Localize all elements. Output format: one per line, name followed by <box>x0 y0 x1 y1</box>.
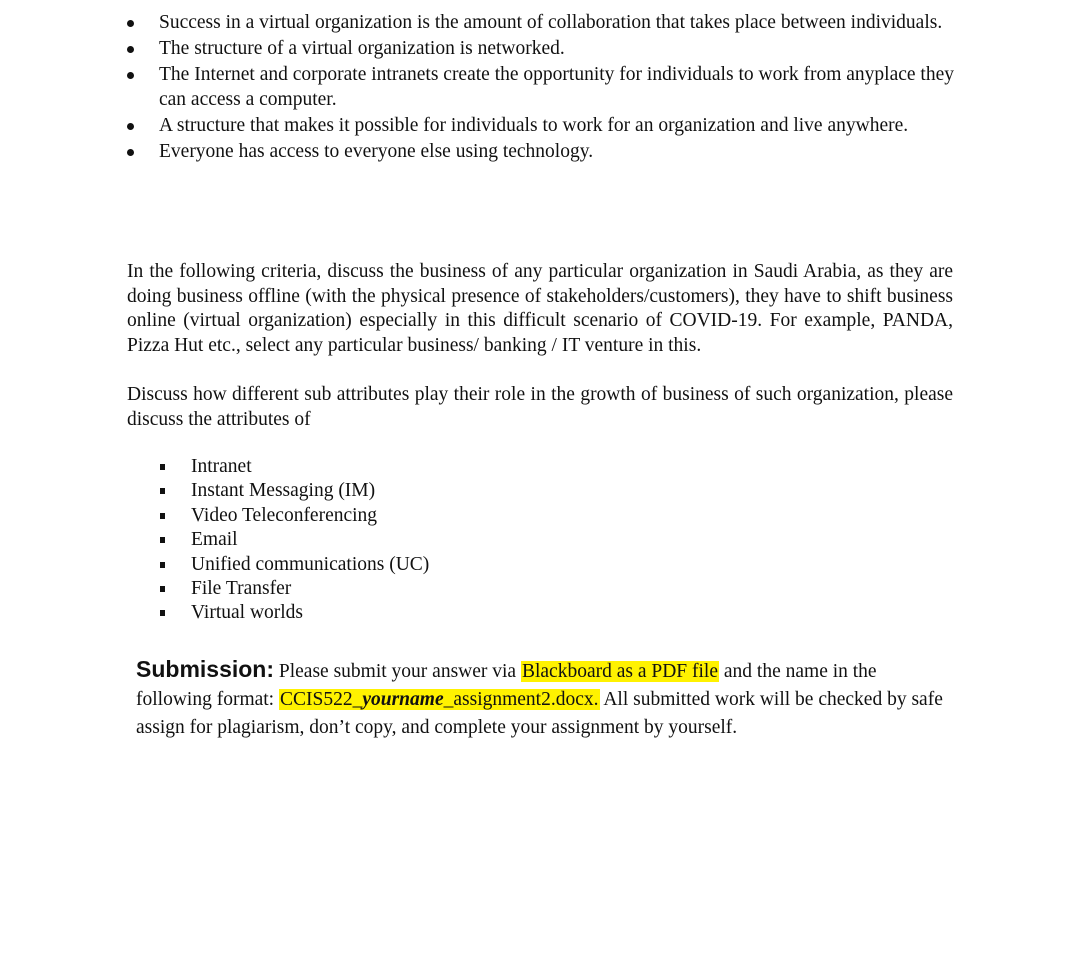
attribute-text: Email <box>191 529 238 551</box>
attribute-item <box>160 577 429 601</box>
filename-prefix: CCIS522_ <box>279 689 363 710</box>
submission-label: Submission: <box>136 656 275 682</box>
bullet-text: A structure that makes it possible for individuals to work for an organization and live anywhere. <box>159 114 909 136</box>
attribute-text: Intranet <box>191 456 252 477</box>
criteria-paragraph: In the following criteria, discuss the business of any particular organization in Saudi Arabia, as they are doing business offline (with the physical presence of stakeholders/customers), they have to shift business online (virtual organization) especially in this difficult scenario of COVID-19. For example, PANDA, Pizza Hut etc., select any particular business/ banking / IT venture in this. <box>127 261 953 356</box>
bullet-item <box>127 63 954 112</box>
square-bullet-icon <box>160 464 165 470</box>
bullet-dot-icon <box>127 72 134 79</box>
attribute-item <box>160 528 429 552</box>
attribute-item <box>160 504 429 528</box>
attribute-text: Video Teleconferencing <box>191 504 378 526</box>
attribute-text: Unified communications (UC) <box>191 553 430 575</box>
attributes-list <box>160 455 429 626</box>
bullet-dot-icon <box>127 46 134 53</box>
bullet-item <box>127 37 954 62</box>
attribute-item <box>160 455 429 479</box>
bullet-text: The structure of a virtual organization is networked. <box>159 38 565 59</box>
bullet-dot-icon <box>127 149 134 156</box>
filename-suffix: _assignment2.docx. <box>443 689 599 710</box>
bullet-text: Everyone has access to everyone else using technology. <box>159 140 594 162</box>
square-bullet-icon <box>160 586 165 592</box>
square-bullet-icon <box>160 537 165 543</box>
bullet-text: The Internet and corporate intranets create the opportunity for individuals to work from anyplace they can access a computer. <box>159 64 954 110</box>
highlight-filename <box>279 689 600 710</box>
submission-text: and the name in the following format: <box>136 661 877 710</box>
bullet-dot-icon <box>127 123 134 130</box>
square-bullet-icon <box>160 610 165 616</box>
bullet-item <box>127 11 954 36</box>
attribute-item <box>160 601 429 625</box>
attribute-text: Instant Messaging (IM) <box>191 480 376 502</box>
highlight-blackboard-pdf: Blackboard as a PDF file <box>521 661 719 682</box>
virtual-org-bullet-list <box>127 11 954 166</box>
attribute-text: Virtual worlds <box>191 602 304 624</box>
square-bullet-icon <box>160 513 165 519</box>
square-bullet-icon <box>160 488 165 494</box>
square-bullet-icon <box>160 562 165 568</box>
attribute-item <box>160 479 429 503</box>
bullet-item <box>127 140 954 165</box>
discuss-paragraph: Discuss how different sub attributes play their role in the growth of business of such organization, please discuss the attributes of <box>127 384 953 430</box>
bullet-dot-icon <box>127 20 134 27</box>
attribute-item <box>160 553 429 577</box>
submission-text: All submitted work will be checked by safe assign for plagiarism, don’t copy, and complete your assignment by yourself. <box>136 689 943 738</box>
submission-paragraph <box>136 655 956 742</box>
submission-text: Please submit your answer via <box>274 661 521 682</box>
attribute-text: File Transfer <box>191 578 292 600</box>
bullet-item <box>127 114 954 139</box>
bullet-text: Success in a virtual organization is the amount of collaboration that takes place between individuals. <box>159 12 943 33</box>
filename-yourname: yourname <box>362 689 444 710</box>
